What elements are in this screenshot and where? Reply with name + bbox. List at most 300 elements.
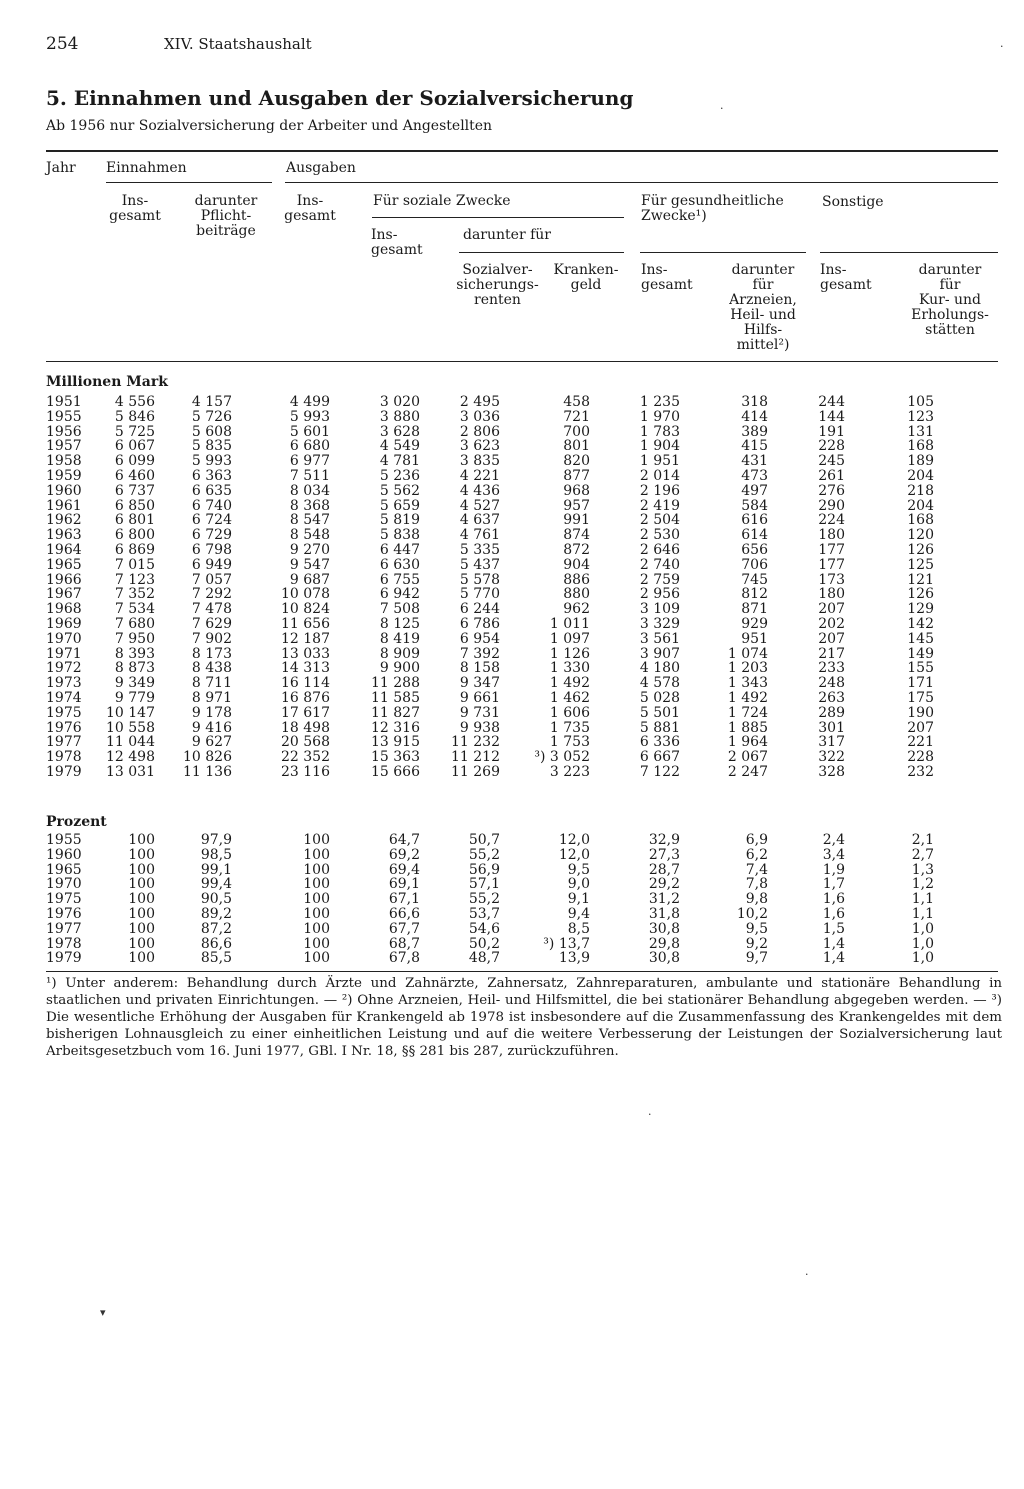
cell-arzneien: 1 964 [727,734,768,751]
table-row [0,484,1024,499]
cell-year: 1974 [46,689,82,706]
cell-arzneien: 745 [741,571,768,588]
cell-pflichtbeitraege: 98,5 [200,846,232,863]
cell-soziale-insgesamt: 3 880 [379,408,420,425]
cell-year: 1979 [46,763,82,780]
running-head [46,34,312,54]
cell-arzneien: 473 [741,467,768,484]
cell-kur: 1,0 [911,920,934,937]
cell-renten: 11 212 [451,749,500,766]
cell-arzneien: 616 [741,512,768,529]
cell-ausgaben-insgesamt: 10 078 [281,586,330,603]
cell-kur: 171 [907,675,934,692]
cell-arzneien: 9,8 [745,891,768,908]
cell-einnahmen-insgesamt: 6 801 [114,512,155,529]
cell-soziale-insgesamt: 11 585 [371,689,420,706]
cell-pflichtbeitraege: 97,9 [200,832,232,848]
cell-einnahmen-insgesamt: 7 950 [114,630,155,647]
cell-pflichtbeitraege: 5 993 [191,453,232,470]
cell-year: 1955 [46,408,82,425]
cell-soziale-insgesamt: 5 838 [379,527,420,544]
cell-gesundheit-insgesamt: 2 419 [639,497,680,514]
cell-krankengeld: 962 [563,601,590,618]
cell-gesundheit-insgesamt: 31,8 [648,905,680,922]
cell-soziale-insgesamt: 8 909 [379,645,420,662]
cell-ausgaben-insgesamt: 100 [303,891,330,908]
cell-einnahmen-insgesamt: 100 [128,935,155,952]
cell-arzneien: 656 [741,541,768,558]
scan-speck: ▾ [100,1306,106,1319]
cell-krankengeld: 877 [563,467,590,484]
cell-sonstige-insgesamt: 1,6 [822,905,845,922]
cell-arzneien: 9,7 [745,950,768,967]
cell-soziale-insgesamt: 7 508 [379,601,420,618]
table-row [0,922,1024,937]
cell-renten: 56,9 [468,861,500,878]
cell-ausgaben-insgesamt: 6 680 [289,438,330,455]
soziale-rule [372,217,624,218]
table-row [0,558,1024,573]
table-row [0,573,1024,588]
cell-sonstige-insgesamt: 261 [818,467,845,484]
cell-arzneien: 415 [741,438,768,455]
table-row [0,937,1024,952]
cell-gesundheit-insgesamt: 6 336 [639,734,680,751]
cell-pflichtbeitraege: 99,4 [200,876,232,893]
cell-einnahmen-insgesamt: 10 147 [106,704,155,721]
cell-pflichtbeitraege: 90,5 [200,891,232,908]
cell-krankengeld: 1 097 [549,630,590,647]
cell-arzneien: 1 343 [727,675,768,692]
cell-pflichtbeitraege: 7 057 [191,571,232,588]
table-row [0,410,1024,425]
cell-renten: 2 806 [459,423,500,440]
cell-sonstige-insgesamt: 322 [818,749,845,766]
table-row [0,602,1024,617]
cell-pflichtbeitraege: 85,5 [200,950,232,967]
cell-gesundheit-insgesamt: 1 235 [639,394,680,410]
cell-einnahmen-insgesamt: 100 [128,950,155,967]
cell-soziale-insgesamt: 4 781 [379,453,420,470]
cell-krankengeld: ³) 13,7 [543,935,590,952]
table-row [0,528,1024,543]
table-row [0,863,1024,878]
header-soziale-zwecke: Für soziale Zwecke [373,193,511,209]
cell-sonstige-insgesamt: 244 [818,394,845,410]
header-gesundheit-insgesamt: Ins- gesamt [641,262,693,293]
cell-sonstige-insgesamt: 207 [818,601,845,618]
cell-sonstige-insgesamt: 328 [818,763,845,780]
cell-sonstige-insgesamt: 1,6 [822,891,845,908]
cell-sonstige-insgesamt: 177 [818,541,845,558]
cell-einnahmen-insgesamt: 6 800 [114,527,155,544]
cell-ausgaben-insgesamt: 5 993 [289,408,330,425]
cell-sonstige-insgesamt: 233 [818,660,845,677]
cell-year: 1979 [46,950,82,967]
table-row [0,765,1024,780]
cell-krankengeld: 3 223 [549,763,590,780]
table-row [0,907,1024,922]
cell-arzneien: 6,2 [745,846,768,863]
cell-year: 1963 [46,527,82,544]
cell-year: 1958 [46,453,82,470]
cell-renten: 11 232 [451,734,500,751]
cell-arzneien: 7,8 [745,876,768,893]
cell-renten: 9 347 [459,675,500,692]
gesundheit-rule [640,252,806,253]
cell-year: 1970 [46,630,82,647]
cell-soziale-insgesamt: 6 755 [379,571,420,588]
cell-kur: 131 [907,423,934,440]
cell-kur: 142 [907,615,934,632]
cell-pflichtbeitraege: 5 835 [191,438,232,455]
cell-pflichtbeitraege: 8 971 [191,689,232,706]
cell-renten: 57,1 [468,876,500,893]
cell-sonstige-insgesamt: 202 [818,615,845,632]
cell-soziale-insgesamt: 15 666 [371,763,420,780]
cell-sonstige-insgesamt: 1,4 [822,950,845,967]
cell-krankengeld: 1 735 [549,719,590,736]
cell-soziale-insgesamt: 69,4 [388,861,420,878]
cell-gesundheit-insgesamt: 1 783 [639,423,680,440]
cell-kur: 145 [907,630,934,647]
cell-gesundheit-insgesamt: 2 196 [639,482,680,499]
cell-sonstige-insgesamt: 245 [818,453,845,470]
scan-speck: · [1000,40,1004,53]
cell-soziale-insgesamt: 8 419 [379,630,420,647]
cell-ausgaben-insgesamt: 7 511 [289,467,330,484]
cell-arzneien: 10,2 [736,905,768,922]
cell-ausgaben-insgesamt: 9 270 [289,541,330,558]
cell-renten: 4 221 [459,467,500,484]
cell-einnahmen-insgesamt: 11 044 [106,734,155,751]
cell-einnahmen-insgesamt: 7 534 [114,601,155,618]
cell-soziale-insgesamt: 13 915 [371,734,420,751]
cell-krankengeld: 13,9 [558,950,590,967]
table-row [0,706,1024,721]
cell-einnahmen-insgesamt: 4 556 [114,394,155,410]
cell-gesundheit-insgesamt: 2 504 [639,512,680,529]
cell-kur: 232 [907,763,934,780]
cell-ausgaben-insgesamt: 100 [303,950,330,967]
cell-sonstige-insgesamt: 217 [818,645,845,662]
cell-kur: 1,2 [911,876,934,893]
table-row [0,513,1024,528]
cell-krankengeld: 700 [563,423,590,440]
cell-einnahmen-insgesamt: 5 846 [114,408,155,425]
cell-year: 1957 [46,438,82,455]
cell-ausgaben-insgesamt: 9 547 [289,556,330,573]
cell-pflichtbeitraege: 11 136 [183,763,232,780]
page-number: 254 [46,34,79,54]
cell-einnahmen-insgesamt: 12 498 [106,749,155,766]
cell-gesundheit-insgesamt: 3 907 [639,645,680,662]
cell-einnahmen-insgesamt: 100 [128,861,155,878]
section-prozent: Prozent [46,814,107,830]
cell-kur: 207 [907,719,934,736]
header-gesundheit: Für gesundheitliche Zwecke¹) [641,193,784,224]
cell-sonstige-insgesamt: 207 [818,630,845,647]
cell-year: 1978 [46,749,82,766]
cell-renten: 50,2 [468,935,500,952]
footnote-text: ¹) Unter anderem: Behandlung durch Ärzte und Zahnärzte, Zahnersatz, Zahnreparaturen, ambulante und stationäre Behandlung in staatlichen und privaten Einrichtungen. — ²) Ohne Arzneien, Heil- und Hilfsmittel, die bei stationärer Behandlung abgegeben werden. — ³) Die wesentliche Erhöhung der Ausgaben für Krankengeld ab 1978 ist insbesondere auf die Zusammenfassung des Krankengeldes mit dem bisherigen Lohnausgleich zu einer einheitlichen Leistung und auf die weitere Verbesserung der Leistungen der Sozialversicherung laut Arbeitsgesetzbuch vom 16. Juni 1977, GBl. I Nr. 18, §§ 281 bis 287, zurückzuführen. [46,976,1002,1059]
cell-sonstige-insgesamt: 3,4 [822,846,845,863]
cell-soziale-insgesamt: 8 125 [379,615,420,632]
einnahmen-rule [106,182,272,183]
cell-einnahmen-insgesamt: 6 460 [114,467,155,484]
ausgaben-rule [285,182,998,183]
cell-year: 1969 [46,615,82,632]
cell-renten: 4 436 [459,482,500,499]
cell-gesundheit-insgesamt: 30,8 [648,920,680,937]
cell-einnahmen-insgesamt: 5 725 [114,423,155,440]
cell-arzneien: 9,2 [745,935,768,952]
cell-year: 1970 [46,876,82,893]
cell-kur: 105 [907,394,934,410]
cell-sonstige-insgesamt: 276 [818,482,845,499]
cell-soziale-insgesamt: 6 942 [379,586,420,603]
cell-soziale-insgesamt: 68,7 [388,935,420,952]
cell-arzneien: 614 [741,527,768,544]
cell-gesundheit-insgesamt: 6 667 [639,749,680,766]
cell-year: 1976 [46,719,82,736]
cell-krankengeld: 1 330 [549,660,590,677]
cell-arzneien: 1 885 [727,719,768,736]
cell-gesundheit-insgesamt: 28,7 [648,861,680,878]
table-row [0,848,1024,863]
chapter-title: XIV. Staatshaushalt [164,35,312,53]
cell-pflichtbeitraege: 89,2 [200,905,232,922]
cell-ausgaben-insgesamt: 16 876 [281,689,330,706]
cell-soziale-insgesamt: 67,7 [388,920,420,937]
cell-einnahmen-insgesamt: 100 [128,920,155,937]
scan-speck: · [720,102,724,115]
cell-krankengeld: ³) 3 052 [534,749,590,766]
cell-krankengeld: 9,1 [567,891,590,908]
cell-kur: 204 [907,497,934,514]
cell-kur: 126 [907,541,934,558]
cell-pflichtbeitraege: 8 173 [191,645,232,662]
cell-ausgaben-insgesamt: 17 617 [281,704,330,721]
cell-soziale-insgesamt: 4 549 [379,438,420,455]
cell-ausgaben-insgesamt: 8 368 [289,497,330,514]
cell-kur: 1,1 [911,891,934,908]
cell-arzneien: 497 [741,482,768,499]
header-darunter-fuer: darunter für [463,227,551,243]
cell-soziale-insgesamt: 69,1 [388,876,420,893]
cell-kur: 204 [907,467,934,484]
cell-arzneien: 2 067 [727,749,768,766]
table-row [0,617,1024,632]
cell-soziale-insgesamt: 9 900 [379,660,420,677]
cell-year: 1978 [46,935,82,952]
cell-krankengeld: 991 [563,512,590,529]
cell-sonstige-insgesamt: 224 [818,512,845,529]
cell-soziale-insgesamt: 5 562 [379,482,420,499]
header-soziale-insgesamt: Ins- gesamt [371,227,423,258]
cell-ausgaben-insgesamt: 8 034 [289,482,330,499]
cell-sonstige-insgesamt: 1,4 [822,935,845,952]
cell-arzneien: 431 [741,453,768,470]
cell-gesundheit-insgesamt: 3 109 [639,601,680,618]
cell-sonstige-insgesamt: 301 [818,719,845,736]
table-row [0,425,1024,440]
cell-pflichtbeitraege: 87,2 [200,920,232,937]
cell-ausgaben-insgesamt: 12 187 [281,630,330,647]
cell-pflichtbeitraege: 10 826 [183,749,232,766]
cell-pflichtbeitraege: 86,6 [200,935,232,952]
cell-gesundheit-insgesamt: 5 028 [639,689,680,706]
table-row [0,750,1024,765]
table-row [0,632,1024,647]
cell-renten: 5 437 [459,556,500,573]
cell-renten: 4 527 [459,497,500,514]
cell-year: 1967 [46,586,82,603]
darunter-rule [459,252,624,253]
cell-sonstige-insgesamt: 1,7 [822,876,845,893]
cell-kur: 218 [907,482,934,499]
cell-pflichtbeitraege: 5 608 [191,423,232,440]
table-row [0,833,1024,848]
cell-sonstige-insgesamt: 1,9 [822,861,845,878]
cell-pflichtbeitraege: 9 627 [191,734,232,751]
table-row [0,395,1024,410]
millionen-rows [0,395,1024,780]
table-row [0,721,1024,736]
header-krankengeld: Kranken- geld [553,262,619,293]
cell-einnahmen-insgesamt: 7 123 [114,571,155,588]
cell-kur: 1,0 [911,950,934,967]
cell-einnahmen-insgesamt: 100 [128,891,155,908]
prozent-rows [0,833,1024,966]
cell-krankengeld: 9,0 [567,876,590,893]
cell-einnahmen-insgesamt: 100 [128,876,155,893]
cell-year: 1972 [46,660,82,677]
section-millionen: Millionen Mark [46,374,168,390]
table-row [0,877,1024,892]
cell-krankengeld: 820 [563,453,590,470]
cell-krankengeld: 957 [563,497,590,514]
table-row [0,469,1024,484]
cell-kur: 123 [907,408,934,425]
cell-gesundheit-insgesamt: 4 578 [639,675,680,692]
table-row [0,691,1024,706]
cell-pflichtbeitraege: 9 178 [191,704,232,721]
cell-renten: 5 578 [459,571,500,588]
cell-einnahmen-insgesamt: 7 015 [114,556,155,573]
header-einnahmen-insgesamt: Ins- gesamt [109,193,161,224]
cell-soziale-insgesamt: 67,1 [388,891,420,908]
cell-gesundheit-insgesamt: 2 530 [639,527,680,544]
cell-kur: 2,7 [911,846,934,863]
cell-kur: 149 [907,645,934,662]
cell-sonstige-insgesamt: 228 [818,438,845,455]
cell-soziale-insgesamt: 3 628 [379,423,420,440]
header-sonstige-insgesamt: Ins- gesamt [820,262,872,293]
cell-year: 1966 [46,571,82,588]
table-bottom-rule [46,971,998,972]
cell-year: 1975 [46,891,82,908]
cell-einnahmen-insgesamt: 6 869 [114,541,155,558]
cell-kur: 175 [907,689,934,706]
cell-kur: 125 [907,556,934,573]
cell-pflichtbeitraege: 6 949 [191,556,232,573]
cell-gesundheit-insgesamt: 4 180 [639,660,680,677]
cell-arzneien: 389 [741,423,768,440]
cell-renten: 4 637 [459,512,500,529]
cell-ausgaben-insgesamt: 22 352 [281,749,330,766]
header-einnahmen: Einnahmen [106,160,187,176]
cell-arzneien: 1 492 [727,689,768,706]
header-bottom-rule [46,361,998,362]
cell-year: 1968 [46,601,82,618]
cell-soziale-insgesamt: 5 659 [379,497,420,514]
cell-krankengeld: 458 [563,394,590,410]
cell-sonstige-insgesamt: 248 [818,675,845,692]
cell-einnahmen-insgesamt: 8 393 [114,645,155,662]
cell-arzneien: 1 203 [727,660,768,677]
cell-arzneien: 318 [741,394,768,410]
cell-soziale-insgesamt: 6 630 [379,556,420,573]
cell-kur: 2,1 [911,832,934,848]
cell-kur: 1,1 [911,905,934,922]
cell-gesundheit-insgesamt: 5 501 [639,704,680,721]
cell-ausgaben-insgesamt: 100 [303,935,330,952]
cell-gesundheit-insgesamt: 31,2 [648,891,680,908]
cell-ausgaben-insgesamt: 8 547 [289,512,330,529]
cell-krankengeld: 904 [563,556,590,573]
cell-arzneien: 584 [741,497,768,514]
cell-pflichtbeitraege: 6 740 [191,497,232,514]
header-jahr: Jahr [46,160,76,176]
cell-soziale-insgesamt: 64,7 [388,832,420,848]
cell-renten: 53,7 [468,905,500,922]
cell-pflichtbeitraege: 6 798 [191,541,232,558]
cell-soziale-insgesamt: 15 363 [371,749,420,766]
cell-krankengeld: 886 [563,571,590,588]
cell-arzneien: 1 074 [727,645,768,662]
cell-renten: 9 731 [459,704,500,721]
cell-soziale-insgesamt: 69,2 [388,846,420,863]
cell-renten: 6 244 [459,601,500,618]
cell-gesundheit-insgesamt: 29,2 [648,876,680,893]
cell-einnahmen-insgesamt: 6 067 [114,438,155,455]
cell-renten: 3 036 [459,408,500,425]
cell-year: 1960 [46,482,82,499]
cell-arzneien: 812 [741,586,768,603]
cell-gesundheit-insgesamt: 5 881 [639,719,680,736]
cell-pflichtbeitraege: 7 629 [191,615,232,632]
cell-gesundheit-insgesamt: 2 014 [639,467,680,484]
cell-year: 1961 [46,497,82,514]
cell-renten: 5 335 [459,541,500,558]
cell-kur: 168 [907,438,934,455]
cell-ausgaben-insgesamt: 4 499 [289,394,330,410]
cell-gesundheit-insgesamt: 3 329 [639,615,680,632]
top-rule [46,150,998,152]
cell-renten: 9 938 [459,719,500,736]
cell-kur: 126 [907,586,934,603]
header-renten: Sozialver- sicherungs- renten [456,262,539,308]
cell-ausgaben-insgesamt: 100 [303,846,330,863]
cell-arzneien: 414 [741,408,768,425]
cell-soziale-insgesamt: 11 288 [371,675,420,692]
cell-arzneien: 7,4 [745,861,768,878]
cell-renten: 4 761 [459,527,500,544]
header-sonstige: Sonstige [822,194,884,210]
table-row [0,951,1024,966]
header-pflichtbeitraege: darunter Pflicht- beiträge [194,193,258,239]
